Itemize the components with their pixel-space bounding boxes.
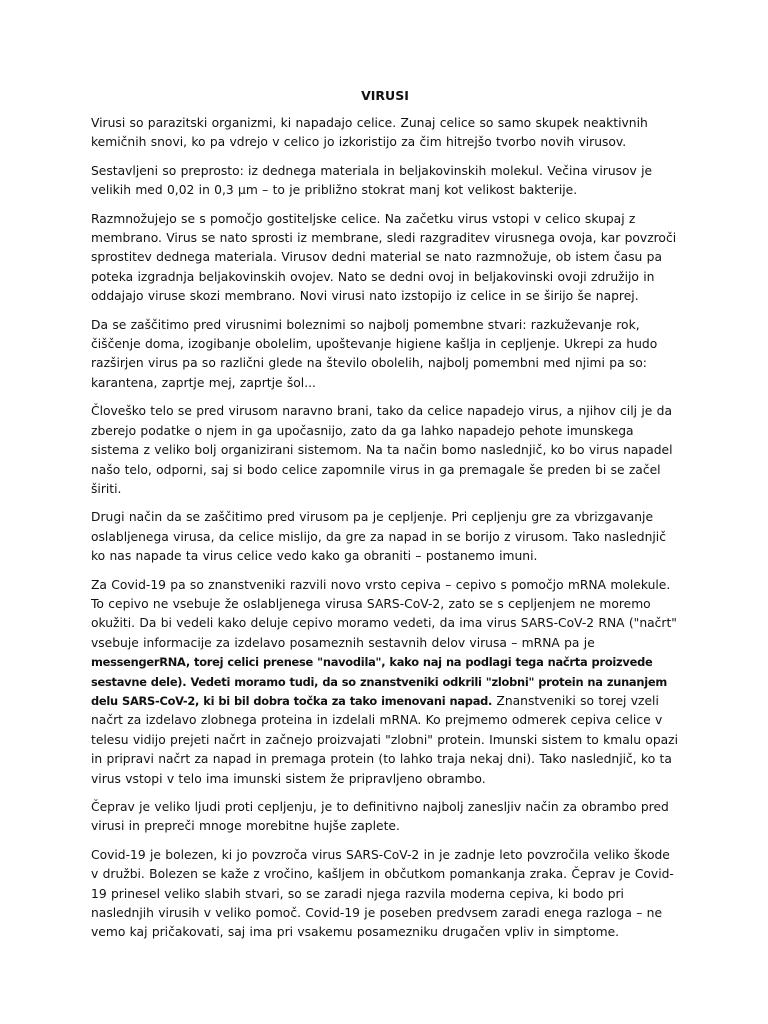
paragraph-mrna-vaccine [91, 576, 679, 789]
paragraph-protection: Da se zaščitimo pred virusnimi boleznimi so najbolj pomembne stvari: razkuževanje rok, čiščenje doma, izogibanje obolelim, upoštevanje higiene kašlja in cepljenje. Ukrepi za hudo razširjen virus pa so različni glede na število obolelih, najbolj pomembni med njimi pa so: karantena, zaprtje mej, zaprtje šol... [91, 317, 658, 390]
document-page [91, 86, 679, 952]
paragraph-mrna-part-b: messengerRNA, torej celici prenese "navodila", kako naj na podlagi tega načrta proizvede sestavne dele). Vedeti moramo tudi, da so znanstveniki odkrili "zlobni" protein na zunanjem delu SARS-CoV-2, ki bi bil dobra točka za tako imenovani napad. [91, 655, 667, 708]
paragraph-mrna-part-a: Za Covid-19 pa so znanstveniki razvili novo vrsto cepiva – cepivo s pomočjo mRNA molekule. To cepivo ne vsebuje že oslabljenega virusa SARS-CoV-2, zato se s cepljenjem ne moremo okužiti. Da bi vedeli kako deluje cepivo moramo vedeti, da ima virus SARS-CoV-2 RNA ("načrt" vsebuje informacije za izdelavo posameznih sestavnih delov virusa – mRNA pa je [91, 577, 677, 650]
paragraph-reproduction: Razmnožujejo se s pomočjo gostiteljske celice. Na začetku virus vstopi v celico skupaj z membrano. Virus se nato sprosti iz membrane, sledi razgraditev virusnega ovoja, kar povzroči sprostitev dednega materiala. Virusov dedni material se nato razmnožuje, ob istem času pa poteka izgradnja beljakovinskih ovojev. Nato se dedni ovoj in beljakovinski ovoji združijo in oddajajo viruse skozi membrano. Novi virusi nato izstopijo iz celice in se širijo še naprej. [91, 211, 677, 304]
paragraph-vaccine-reliability: Čeprav je veliko ljudi proti cepljenju, je to definitivno najbolj zanesljiv način za obrambo pred virusi in prepreči mnoge morebitne hujše zaplete. [91, 800, 669, 834]
paragraph-immune-defense: Človeško telo se pred virusom naravno brani, tako da celice napadejo virus, a njihov cilj je da zberejo podatke o njem in ga upočasnijo, zato da ga lahko napadejo pehote imunskega sistema z veliko bolj organizirani sistemom. Na ta način bomo naslednjič, ko bo virus napadel našo telo, odporni, saj si bodo celice zapomnile virus in ga premagale še preden bi se začel širiti. [91, 404, 673, 496]
paragraph-covid-summary: Covid-19 je bolezen, ki jo povzroča virus SARS-CoV-2 in je zadnje leto povzročila veliko škode v družbi. Bolezen se kaže z vročino, kašljem in občutkom pomankanja zraka. Čeprav je Covid-19 prinesel veliko slabih stvari, so se zaradi njega razvila moderna cepiva, ki bodo pri naslednjih virusih v veliko pomoč. Covid-19 je poseben predvsem zaradi enega razloga – ne vemo kaj pričakovati, saj ima pri vsakemu posamezniku drugačen vpliv in simptome. [91, 847, 674, 940]
document-title: VIRUSI [361, 88, 409, 103]
paragraph-structure: Sestavljeni so preprosto: iz dednega materiala in beljakovinskih molekul. Večina virusov je velikih med 0,02 in 0,3 µm – to je približno stokrat manj kot velikost bakterije. [91, 163, 653, 198]
paragraph-mrna-part-c: Znanstveniki so torej vzeli načrt za izdelavo zlobnega proteina in izdelali mRNA. Ko prejmemo odmerek cepiva celice v telesu vidijo prejeti načrt in začnejo proizvajati "zlobni" protein. Imunski sistem to kmalu opazi in pripravi načrt za napad in premaga protein (to lahko traja nekaj dni). Tako naslednjič, ko ta virus vstopi v telo ima imunski sistem že pripravljeno obrambo. [91, 693, 679, 786]
paragraph-vaccination: Drugi način da se zaščitimo pred virusom pa je cepljenje. Pri cepljenju gre za vbrizgavanje oslabljenega virusa, da celice mislijo, da gre za napad in se borijo z virusom. Tako naslednjič ko nas napade ta virus celice vedo kako ga obraniti – postanemo imuni. [91, 510, 666, 564]
paragraph-intro: Virusi so parazitski organizmi, ki napadajo celice. Zunaj celice so samo skupek neaktivnih kemičnih snovi, ko pa vdrejo v celico jo izkoristijo za čim hitrejšo tvorbo novih virusov. [91, 116, 648, 150]
